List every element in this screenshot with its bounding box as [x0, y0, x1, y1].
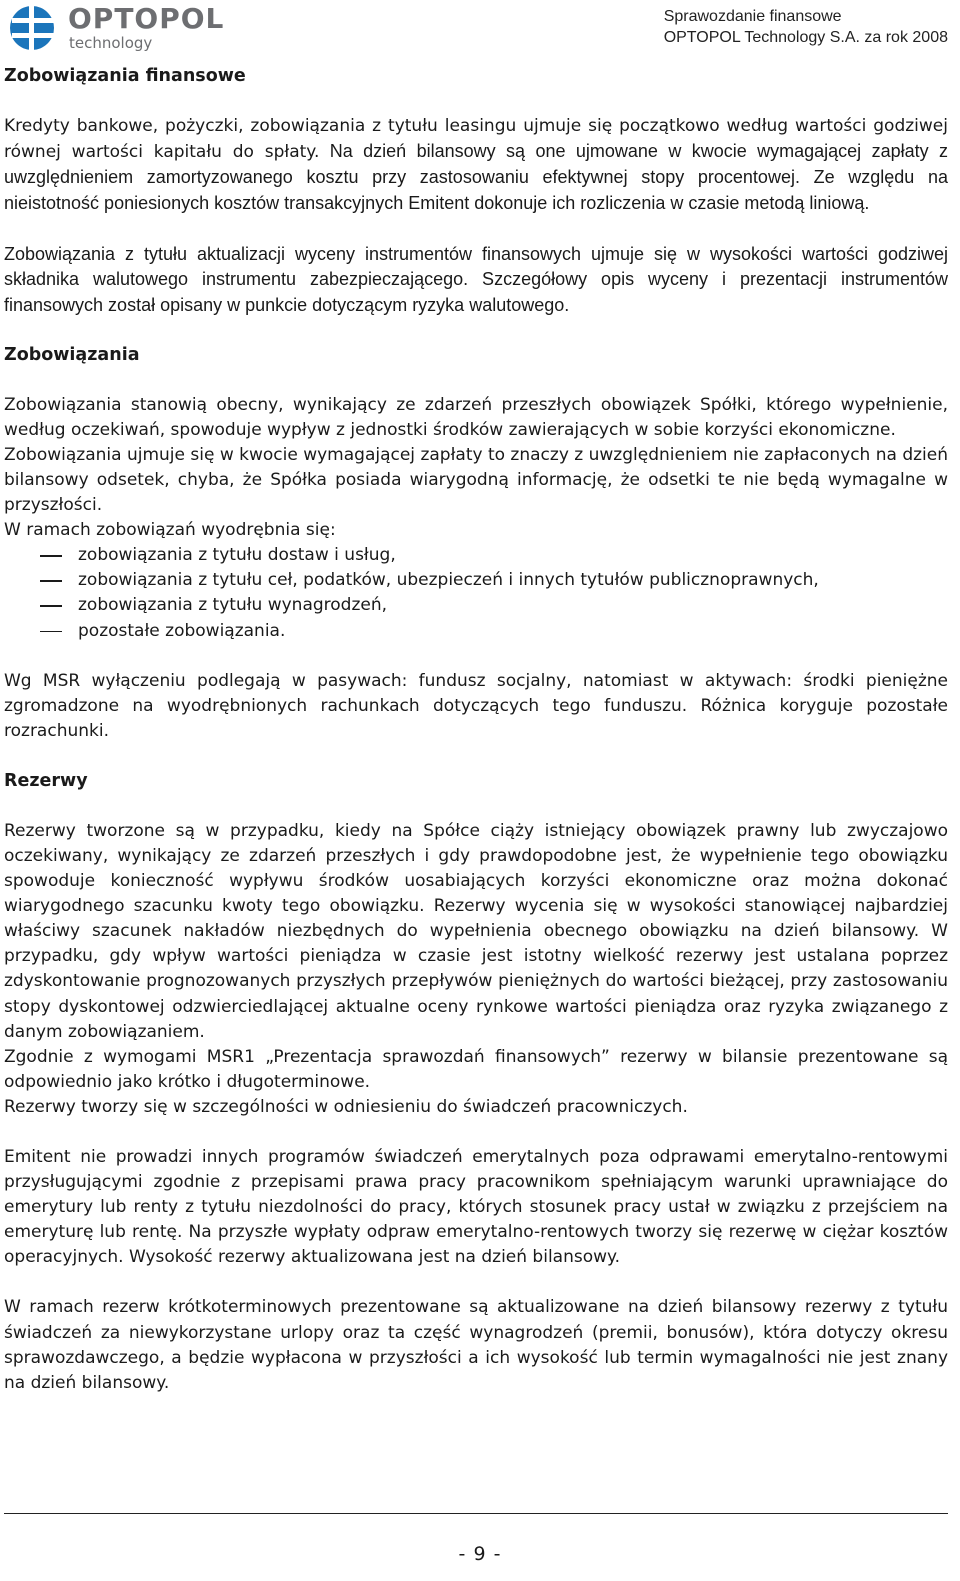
paragraph: Rezerwy tworzy się w szczególności w odniesieniu do świadczeń pracowniczych. — [4, 1096, 688, 1117]
paragraph: Wg MSR wyłączeniu podlegają w pasywach: fundusz socjalny, natomiast w aktywach: środki pieniężne zgromadzone na wyodrębnionych rachunkach dotyczących tego funduszu. Różnica koryguje pozostałe rozrachunki. — [4, 670, 948, 741]
section-title-provisions: Rezerwy — [4, 770, 88, 791]
paragraph: Rezerwy tworzone są w przypadku, kiedy na Spółce ciąży istniejący obowiązek prawny lub zwyczajowo oczekiwany, wynikający ze zdarzeń przeszłych i gdy prawdopodobne jest, że wypełnienie tego obowiązku spowoduje konieczność wypływu środków uosabiających korzyści ekonomiczne oraz można dokonać wiarygodnego szacunku kwoty tego obowiązku. Rezerwy wycenia się w wysokości stanowiącej najbardziej właściwy szacunek nakładów niezbędnych do wypełnienia obecnego obowiązku na dzień bilansowy. W przypadku, gdy wpływ wartości pieniądza w czasie jest istotny wielkość rezerwy jest ustalana poprzez zdyskontowanie prognozowanych przyszłych przepływów pieniężnych do wartości bieżącej, przy zastosowaniu stopy dyskontowej odzwierciedlającej aktualne oceny rynkowe wartości pieniądza oraz ryzyka związanego z danym zobowiązaniem. — [4, 820, 948, 1042]
section-title-liabilities: Zobowiązania — [4, 344, 140, 365]
paragraph: Zgodnie z wymogami MSR1 „Prezentacja sprawozdań finansowych” rezerwy w bilansie prezentowane są odpowiednio jako krótko i długoterminowe. — [4, 1046, 948, 1092]
list-item-text: zobowiązania z tytułu ceł, podatków, ubezpieczeń i innych tytułów publicznoprawnych, — [78, 570, 819, 591]
document-body — [4, 64, 948, 1396]
paragraph-part: Kredyty bankowe, pożyczki, zobowiązania z tytułu leasingu ujmuje się początkowo według wartości godziwej równej wartości kapitału do spłaty. — [4, 116, 948, 163]
report-company: OPTOPOL Technology S.A. za rok 2008 — [663, 29, 948, 46]
paragraph: Emitent nie prowadzi innych programów świadczeń emerytalnych poza odprawami emerytalno-rentowymi przysługującymi zgodnie z przepisami prawa pracy pracownikom spełniającym warunki uprawniające do emerytury lub renty z tytułu niezdolności do pracy, których stosunek pracy ustał w związku z przejściem na emeryturę lub rentę. Na przyszłe wypłaty odpraw emerytalno-rentowych tworzy się rezerwę w ciężar kosztów operacyjnych. Wysokość rezerwy aktualizowana jest na dzień bilansowy. — [4, 1147, 948, 1268]
page-number: - 9 - — [458, 1543, 502, 1565]
paragraph: Zobowiązania stanowią obecny, wynikający ze zdarzeń przeszłych obowiązek Spółki, którego wypełnienie, według oczekiwań, spowoduje wypływ z jednostki środków zawierających w sobie korzyści ekonomiczne. — [4, 394, 948, 440]
list-item — [4, 619, 948, 644]
report-header — [664, 6, 948, 48]
page-header — [0, 0, 960, 56]
logo-subtitle: technology — [69, 34, 153, 52]
dash-bullet-icon — [40, 631, 62, 633]
dash-bullet-icon — [40, 605, 62, 607]
paragraph: Zobowiązania z tytułu aktualizacji wyceny instrumentów finansowych ujmuje się w wysokości wartości godziwej składnika walutowego instrumentu zabezpieczającego. Szczegółowy opis wyceny i prezentacji instrumentów finansowych został opisany w punkcie dotyczącym ryzyka walutowego. — [4, 244, 948, 315]
paragraph: Zobowiązania ujmuje się w kwocie wymagającej zapłaty to znaczy z uwzględnieniem nie zapłaconych na dzień bilansowy odsetek, chyba, że Spółka posiada wiarygodną informację, że odsetki te nie będą wymagalne w przyszłości. — [4, 444, 948, 516]
footer-divider — [4, 1513, 948, 1514]
list-item — [4, 593, 948, 618]
paragraph: W ramach rezerw krótkoterminowych prezentowane są aktualizowane na dzień bilansowy rezerwy z tytułu świadczeń za niewykorzystane urlopy oraz ta część wynagrodzeń (premii, bonusów), która dotyczy okresu sprawozdawczego, a będzie wypłacona w przyszłości a ich wysokość lub termin wymagalności nie jest znany na dzień bilansowy. — [4, 1297, 948, 1393]
optopol-logo — [8, 2, 238, 52]
section-title-financial-liabilities: Zobowiązania finansowe — [4, 66, 246, 86]
paragraph-part: Na dzień bilansowy są one ujmowane w kwocie wymagającej zapłaty z uwzględnieniem zamortyzowanego kosztu przy zastosowaniu efektywnej stopy procentowej. Ze względu na nieistotność poniesionych kosztów transakcyjnych Emitent dokonuje ich rozliczenia w czasie metodą liniową. — [4, 141, 949, 214]
dash-bullet-icon — [40, 580, 62, 582]
report-title: Sprawozdanie finansowe — [663, 8, 842, 25]
logo-wordmark: OPTOPOL — [68, 2, 225, 35]
list-item-text: zobowiązania z tytułu wynagrodzeń, — [78, 595, 388, 616]
liabilities-list — [4, 543, 948, 643]
logo-mark-icon — [8, 4, 60, 52]
paragraph: W ramach zobowiązań wyodrębnia się: — [4, 520, 336, 541]
list-item-text: zobowiązania z tytułu dostaw i usług, — [78, 545, 396, 566]
paragraph — [4, 114, 948, 217]
dash-bullet-icon — [40, 555, 62, 557]
list-item-text: pozostałe zobowiązania. — [78, 620, 286, 641]
list-item — [4, 543, 948, 568]
list-item — [4, 568, 948, 593]
